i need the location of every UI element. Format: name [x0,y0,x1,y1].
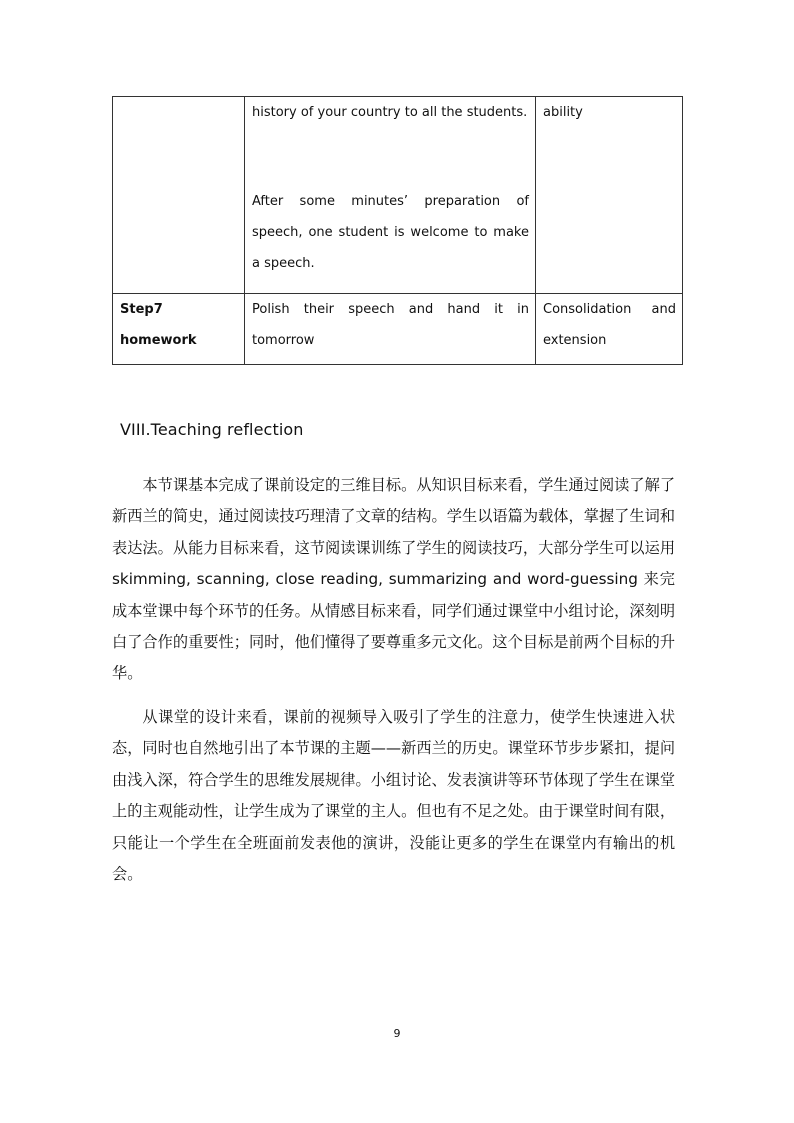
activity-text: history of your country to all the students. [252,105,528,120]
lesson-plan-table [112,96,683,365]
step-cell [113,97,245,294]
activity-text: After some minutes’ preparation of speech, one student is welcome to make a speech. [252,194,529,271]
page-number: 9 [393,1027,401,1040]
step-cell: Step7 homework [113,294,245,365]
table-row [113,97,683,294]
purpose-cell: Consolidation and extension [536,294,683,365]
spacer [252,128,529,186]
activity-cell [245,97,536,294]
activity-cell: Polish their speech and hand it in tomorrow [245,294,536,365]
table-row [113,294,683,365]
purpose-cell: ability [536,97,683,294]
section-heading: VIII.Teaching reflection [120,420,304,439]
reflection-paragraph: 从课堂的设计来看，课前的视频导入吸引了学生的注意力，使学生快速进入状态，同时也自然地引出了本节课的主题——新西兰的历史。课堂环节步步紧扣，提问由浅入深，符合学生的思维发展规律。小组讨论、发表演讲等环节体现了学生在课堂上的主观能动性，让学生成为了课堂的主人。但也有不足之处。由于课堂时间有限，只能让一个学生在全班面前发表他的演讲，没能让更多的学生在课堂内有输出的机会。 [112,708,675,884]
reflection-paragraph: 本节课基本完成了课前设定的三维目标。从知识目标来看，学生通过阅读了解了新西兰的简史，通过阅读技巧理清了文章的结构。学生以语篇为载体，掌握了生词和表达法。从能力目标来看，这节阅读课训练了学生的阅读技巧，大部分学生可以运用 skimming, scanning, close reading, summarizing and word-guessing 来完成本堂课中每个环节的任务。从情感目标来看，同学们通过课堂中小组讨论，深刻明白了合作的重要性；同时，他们懂得了要尊重多元文化。这个目标是前两个目标的升华。 [112,476,675,683]
